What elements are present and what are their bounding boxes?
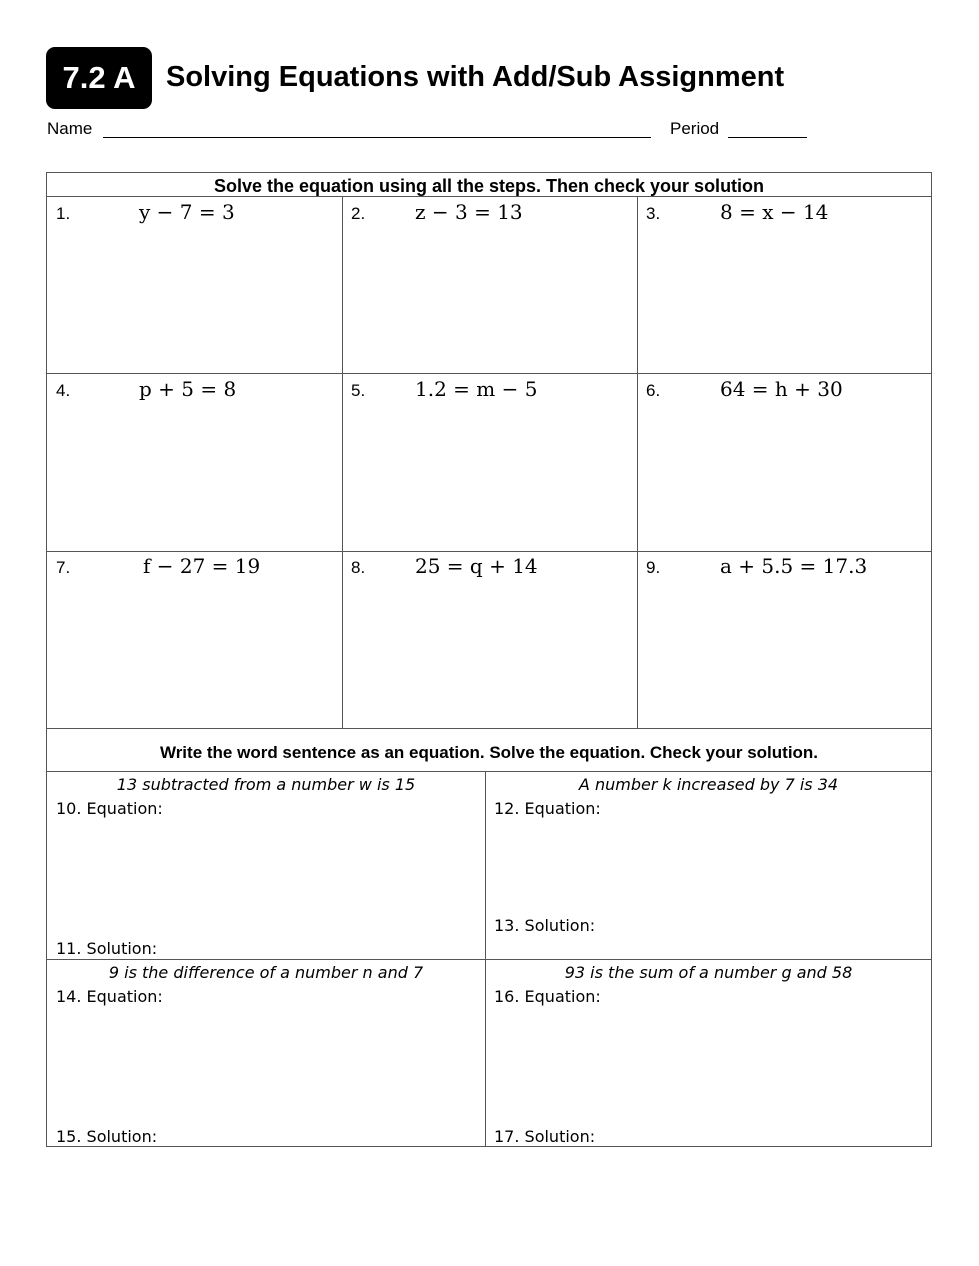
lesson-badge: 7.2 A <box>46 47 152 109</box>
problem-equation: 64 = h + 30 <box>720 377 843 401</box>
problem-number: 9. <box>646 558 661 577</box>
divider <box>637 196 638 728</box>
problem-equation: f − 27 = 19 <box>143 554 261 578</box>
equation-label: 16. Equation: <box>494 987 601 1006</box>
divider <box>47 196 931 197</box>
equation-label: 14. Equation: <box>56 987 163 1006</box>
problem-number: 6. <box>646 381 661 400</box>
word-problem-prompt: 9 is the difference of a number n and 7 <box>108 963 424 982</box>
problem-number: 3. <box>646 204 661 223</box>
problem-equation: p + 5 = 8 <box>139 377 237 401</box>
worksheet-table <box>46 172 932 1147</box>
problem-number: 2. <box>351 204 366 223</box>
divider <box>47 373 931 374</box>
divider <box>342 196 343 728</box>
word-problem-prompt: 13 subtracted from a number w is 15 <box>116 775 416 794</box>
problem-number: 1. <box>56 204 71 223</box>
name-label: Name <box>47 119 93 138</box>
divider <box>47 959 931 960</box>
problem-equation: 25 = q + 14 <box>415 554 538 578</box>
problem-number: 5. <box>351 381 366 400</box>
word-problem-prompt: A number k increased by 7 is 34 <box>578 775 839 794</box>
problem-equation: y − 7 = 3 <box>139 200 235 224</box>
problem-number: 8. <box>351 558 366 577</box>
word-problem-prompt: 93 is the sum of a number g and 58 <box>564 963 853 982</box>
section1-heading: Solve the equation using all the steps. Then check your solution <box>213 176 765 196</box>
solution-label: 11. Solution: <box>56 939 158 958</box>
problem-equation: z − 3 = 13 <box>415 200 523 224</box>
problem-number: 4. <box>56 381 71 400</box>
divider <box>485 771 486 1146</box>
solution-label: 13. Solution: <box>494 916 596 935</box>
problem-equation: 1.2 = m − 5 <box>415 377 538 401</box>
problem-equation: 8 = x − 14 <box>720 200 829 224</box>
section2-heading: Write the word sentence as an equation. Solve the equation. Check your solution. <box>159 743 819 762</box>
problem-equation: a + 5.5 = 17.3 <box>720 554 868 578</box>
page-title: Solving Equations with Add/Sub Assignment <box>166 61 785 93</box>
divider <box>47 551 931 552</box>
solution-label: 17. Solution: <box>494 1127 596 1146</box>
divider <box>47 771 931 772</box>
period-field[interactable] <box>728 137 807 138</box>
equation-label: 12. Equation: <box>494 799 601 818</box>
period-label: Period <box>670 119 720 138</box>
equation-label: 10. Equation: <box>56 799 163 818</box>
name-field[interactable] <box>103 137 651 138</box>
problem-number: 7. <box>56 558 71 577</box>
divider <box>47 728 931 729</box>
solution-label: 15. Solution: <box>56 1127 158 1146</box>
